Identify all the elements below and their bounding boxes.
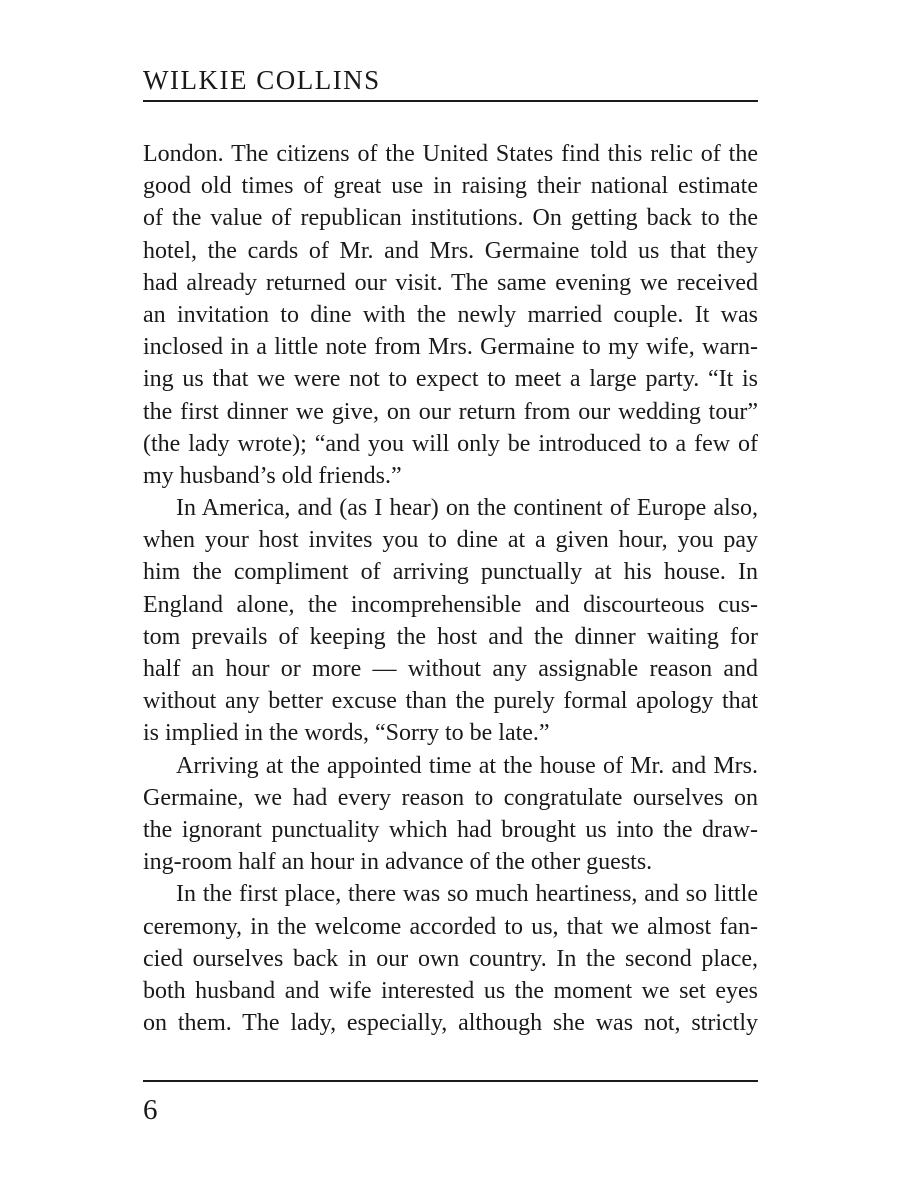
text-line: ing us that we were not to expect to meet a large party. “It is xyxy=(143,366,758,393)
text-line: is implied in the words, “Sorry to be late.” xyxy=(143,720,550,747)
text-line: my husband’s old friends.” xyxy=(143,462,402,489)
text-line: In America, and (as I hear) on the continent of Europe also, xyxy=(176,495,758,522)
footer-rule xyxy=(143,1080,758,1082)
text-line: hotel, the cards of Mr. and Mrs. Germaine told us that they xyxy=(143,237,758,264)
text-line: of the value of republican institutions. On getting back to the xyxy=(143,205,758,232)
text-line: Arriving at the appointed time at the house of Mr. and Mrs. xyxy=(176,752,758,779)
text-line: the first dinner we give, on our return from our wedding tour” xyxy=(143,398,758,425)
page-number: 6 xyxy=(143,1094,158,1126)
text-line: (the lady wrote); “and you will only be introduced to a few of xyxy=(143,430,758,457)
text-line: ing-room half an hour in advance of the other guests. xyxy=(143,849,653,876)
text-line: good old times of great use in raising their national estimate xyxy=(143,173,758,200)
text-line: him the compliment of arriving punctually at his house. In xyxy=(143,559,758,586)
text-line: tom prevails of keeping the host and the dinner waiting for xyxy=(143,623,758,650)
text-line: on them. The lady, especially, although she was not, strictly xyxy=(143,1010,758,1037)
body-text xyxy=(143,138,758,1039)
text-line: In the first place, there was so much heartiness, and so little xyxy=(176,881,758,908)
text-line: ceremony, in the welcome accorded to us, that we almost fan- xyxy=(143,913,758,940)
text-line: half an hour or more — without any assignable reason and xyxy=(143,656,758,682)
text-line: England alone, the incomprehensible and discourteous cus- xyxy=(143,591,758,618)
text-line: had already returned our visit. The same evening we received xyxy=(143,269,758,296)
text-line: Germaine, we had every reason to congratulate ourselves on xyxy=(143,784,758,811)
text-line: without any better excuse than the purely formal apology that xyxy=(143,688,758,715)
text-line: an invitation to dine with the newly married couple. It was xyxy=(143,301,758,328)
text-line: inclosed in a little note from Mrs. Germaine to my wife, warn- xyxy=(143,334,758,361)
header-rule xyxy=(143,100,758,102)
text-line: London. The citizens of the United States find this relic of the xyxy=(143,141,758,167)
running-head-author: WILKIE COLLINS xyxy=(143,65,381,95)
text-line: both husband and wife interested us the moment we set eyes xyxy=(143,977,758,1004)
text-line: cied ourselves back in our own country. In the second place, xyxy=(143,945,758,972)
text-line: when your host invites you to dine at a given hour, you pay xyxy=(143,527,758,554)
text-line: the ignorant punctuality which had brought us into the draw- xyxy=(143,816,758,843)
